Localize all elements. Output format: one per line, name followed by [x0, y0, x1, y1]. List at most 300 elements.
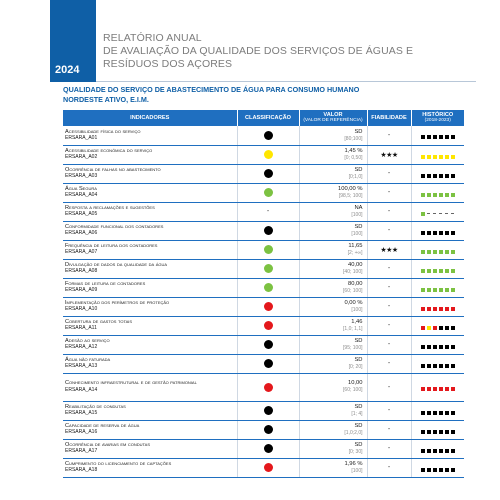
reference-value: [100]: [351, 230, 363, 237]
indicator-code: ERSARA_A05: [65, 211, 98, 218]
history-black-square: [427, 468, 431, 472]
history-black-square: [451, 449, 455, 453]
table-body: [63, 126, 464, 477]
reference-value: [60; 100]: [343, 287, 363, 294]
indicator-cell: [63, 316, 237, 335]
history-black-square: [421, 231, 425, 235]
classification-cell: [237, 202, 299, 221]
reliability-cell: [367, 297, 411, 316]
table-row: [63, 202, 464, 221]
history-cell: [411, 354, 464, 373]
history-black-square: [433, 411, 437, 415]
classification-black-dot-icon: [264, 444, 273, 453]
history-red-square: [433, 326, 437, 330]
history-strip: [421, 250, 455, 254]
indicator-name: Água Segura: [65, 185, 97, 192]
value-cell: [299, 278, 367, 297]
history-black-square: [451, 345, 455, 349]
history-green-square: [451, 269, 455, 273]
history-cell: [411, 164, 464, 183]
history-black-square: [439, 449, 443, 453]
indicator-value: SD: [354, 166, 363, 173]
classification-green-dot-icon: [264, 245, 273, 254]
col-header-valor-sub: (VALOR DE REFERÊNCIA): [303, 118, 363, 123]
history-black-square: [433, 430, 437, 434]
indicator-value: SD: [354, 356, 363, 363]
history-black-square: [433, 174, 437, 178]
history-cell: [411, 458, 464, 477]
history-black-square: [439, 174, 443, 178]
history-black-square: [439, 345, 443, 349]
history-black-square: [451, 326, 455, 330]
reliability-cell: [367, 259, 411, 278]
classification-red-dot-icon: [264, 463, 273, 472]
history-black-square: [451, 364, 455, 368]
history-cell: [411, 439, 464, 458]
indicator-name: Divulgação de dados da qualidade da água: [65, 261, 168, 268]
indicator-value: SD: [354, 403, 363, 410]
history-red-square: [421, 307, 425, 311]
classification-cell: [237, 297, 299, 316]
indicator-code: ERSARA_A08: [65, 268, 98, 275]
col-header-valor-label: VALOR: [323, 112, 343, 118]
reference-value: [100]: [351, 306, 363, 313]
history-green-square: [421, 212, 425, 216]
reliability-cell: [367, 439, 411, 458]
history-green-square: [439, 250, 443, 254]
history-green-square: [445, 250, 449, 254]
history-strip: [421, 326, 455, 330]
reliability-stars-icon: ★★★: [380, 246, 398, 254]
indicator-value: SD: [354, 223, 363, 230]
history-black-square: [439, 411, 443, 415]
indicator-value: SD: [354, 441, 363, 448]
history-strip: [421, 468, 455, 472]
history-black-square: [421, 411, 425, 415]
history-green-square: [439, 193, 443, 197]
indicator-value: SD: [354, 128, 363, 135]
indicator-cell: [63, 259, 237, 278]
value-cell: [299, 297, 367, 316]
history-yellow-square: [427, 155, 431, 159]
history-red-square: [451, 307, 455, 311]
reference-value: [95; 100]: [343, 344, 363, 351]
indicator-cell: [63, 297, 237, 316]
history-green-square: [421, 193, 425, 197]
history-black-square: [451, 430, 455, 434]
history-black-square: [421, 364, 425, 368]
indicator-code: ERSARA_A18: [65, 467, 98, 474]
value-cell: [299, 126, 367, 145]
reference-value: [1; 4]: [351, 410, 363, 417]
history-strip: [421, 364, 455, 368]
reliability-cell: [367, 221, 411, 240]
reliability-dash: -: [387, 303, 391, 310]
table-row: [63, 183, 464, 202]
indicator-code: ERSARA_A01: [65, 135, 98, 141]
history-black-square: [421, 468, 425, 472]
indicator-name: Cumprimento do licenciamento de captações: [65, 460, 172, 467]
history-black-square: [439, 231, 443, 235]
classification-green-dot-icon: [264, 264, 273, 273]
indicator-name: Água não faturada: [65, 356, 111, 363]
reliability-dash: -: [387, 170, 391, 177]
indicator-code: ERSARA_A17: [65, 448, 98, 455]
indicator-name: Formas de leitura de contadores: [65, 280, 146, 287]
col-header-valor: [299, 110, 367, 126]
reliability-dash: -: [387, 426, 391, 433]
table-row: [63, 278, 464, 297]
history-black-square: [439, 430, 443, 434]
reliability-dash: -: [387, 189, 391, 196]
indicator-name: Conformidade funcional dos contadores: [65, 223, 164, 230]
table-row: [63, 259, 464, 278]
indicator-name: Resposta a reclamações e sugestões: [65, 204, 155, 211]
indicator-cell: [63, 221, 237, 240]
indicator-value: 1,45 %: [344, 147, 363, 154]
history-strip: [421, 345, 455, 349]
indicator-name: Frequência de leitura dos contadores: [65, 242, 158, 249]
history-green-square: [451, 288, 455, 292]
reference-value: [1,0;2,0]: [344, 429, 363, 436]
history-black-square: [445, 174, 449, 178]
table-row: [63, 335, 464, 354]
reliability-cell: [367, 202, 411, 221]
indicator-cell: [63, 401, 237, 420]
history-strip: [421, 174, 455, 178]
reference-value: [40; 100]: [343, 268, 363, 275]
history-black-square: [427, 231, 431, 235]
history-green-square: [439, 288, 443, 292]
history-strip: [421, 449, 455, 453]
indicator-value: 10,00: [347, 380, 363, 387]
col-header-historico: [411, 110, 464, 126]
indicator-value: 1,46: [351, 318, 363, 325]
indicator-cell: [63, 439, 237, 458]
history-green-square: [427, 193, 431, 197]
history-black-square: [427, 135, 431, 139]
reliability-cell: [367, 164, 411, 183]
indicator-code: ERSARA_A16: [65, 429, 98, 436]
history-strip: [421, 288, 455, 292]
history-red-square: [439, 387, 443, 391]
history-black-square: [445, 231, 449, 235]
indicator-code: ERSARA_A12: [65, 344, 98, 351]
indicator-cell: [63, 373, 237, 401]
value-cell: [299, 164, 367, 183]
history-green-square: [433, 288, 437, 292]
indicator-code: ERSARA_A14: [65, 386, 98, 393]
indicator-code: ERSARA_A10: [65, 306, 98, 313]
value-cell: [299, 335, 367, 354]
indicator-name: Reabilitação de condutas: [65, 403, 126, 410]
table-row: [63, 354, 464, 373]
classification-red-dot-icon: [264, 383, 273, 392]
value-cell: [299, 183, 367, 202]
history-black-square: [427, 430, 431, 434]
history-strip: [421, 269, 455, 273]
reliability-cell: [367, 373, 411, 401]
reliability-cell: [367, 401, 411, 420]
indicator-value: SD: [354, 422, 363, 429]
history-strip: [421, 231, 455, 235]
reliability-cell: [367, 278, 411, 297]
indicator-cell: [63, 126, 237, 145]
history-green-square: [427, 250, 431, 254]
col-header-historico-sub: (2018-2023): [424, 118, 451, 123]
indicator-value: 1,96 %: [344, 460, 363, 467]
history-black-square: [427, 174, 431, 178]
indicator-value: 80,00: [347, 280, 363, 287]
reference-value: [100]: [351, 211, 363, 218]
history-black-square: [433, 135, 437, 139]
indicator-code: ERSARA_A02: [65, 154, 98, 161]
reference-value: [0; 20]: [348, 363, 363, 370]
history-strip: [421, 387, 455, 391]
reliability-cell: [367, 354, 411, 373]
classification-cell: [237, 316, 299, 335]
table-row: [63, 439, 464, 458]
classification-black-dot-icon: [264, 131, 273, 140]
history-strip: [421, 155, 455, 159]
table-row: [63, 126, 464, 145]
classification-black-dot-icon: [264, 169, 273, 178]
entity-name: NORDESTE ATIVO, E.I.M.: [63, 95, 149, 104]
indicator-cell: [63, 183, 237, 202]
reliability-dash: -: [387, 284, 391, 291]
table-row: [63, 316, 464, 335]
history-yellow-square: [421, 155, 425, 159]
history-cell: [411, 297, 464, 316]
history-black-square: [445, 430, 449, 434]
classification-cell: [237, 420, 299, 439]
history-black-square: [445, 411, 449, 415]
table-row: [63, 297, 464, 316]
history-cell: [411, 240, 464, 259]
history-cell: [411, 278, 464, 297]
history-black-square: [421, 449, 425, 453]
indicator-value: 100,00 %: [338, 185, 363, 192]
classification-black-dot-icon: [264, 406, 273, 415]
history-black-square: [451, 231, 455, 235]
reliability-cell: [367, 183, 411, 202]
table-row: [63, 145, 464, 164]
history-black-square: [451, 174, 455, 178]
history-no-data-mark: [427, 213, 430, 214]
classification-black-dot-icon: [264, 226, 273, 235]
reliability-cell: [367, 240, 411, 259]
history-black-square: [427, 411, 431, 415]
col-header-indicadores: INDICADORES: [63, 110, 237, 126]
history-black-square: [445, 364, 449, 368]
history-black-square: [427, 345, 431, 349]
history-green-square: [433, 250, 437, 254]
reliability-dash: -: [387, 445, 391, 452]
table-header-row: [63, 110, 464, 126]
classification-dash: -: [266, 208, 270, 215]
table-row: [63, 221, 464, 240]
history-yellow-square: [445, 155, 449, 159]
history-red-square: [439, 307, 443, 311]
history-green-square: [439, 269, 443, 273]
table-row: [63, 240, 464, 259]
indicator-name: Conhecimento infraestrutural e de gestão patrimonial: [65, 380, 197, 387]
value-cell: [299, 401, 367, 420]
classification-cell: [237, 401, 299, 420]
classification-yellow-dot-icon: [264, 150, 273, 159]
indicator-code: ERSARA_A03: [65, 173, 98, 180]
history-strip: [421, 135, 455, 139]
history-black-square: [427, 364, 431, 368]
indicator-code: ERSARA_A07: [65, 249, 98, 256]
history-red-square: [433, 387, 437, 391]
history-black-square: [445, 345, 449, 349]
value-cell: [299, 202, 367, 221]
section-title: [63, 85, 403, 105]
history-green-square: [427, 288, 431, 292]
reliability-cell: [367, 335, 411, 354]
history-no-data-mark: [451, 213, 454, 214]
classification-green-dot-icon: [264, 283, 273, 292]
indicator-value: NA: [354, 204, 363, 211]
value-cell: [299, 373, 367, 401]
history-cell: [411, 316, 464, 335]
history-cell: [411, 420, 464, 439]
history-cell: [411, 401, 464, 420]
history-black-square: [433, 468, 437, 472]
history-black-square: [433, 449, 437, 453]
indicator-name: Cobertura de gastos totais: [65, 318, 133, 325]
history-black-square: [433, 231, 437, 235]
history-yellow-square: [451, 155, 455, 159]
history-cell: [411, 145, 464, 164]
reference-value: [0;1,0]: [348, 173, 363, 180]
classification-cell: [237, 278, 299, 297]
indicator-code: ERSARA_A13: [65, 363, 98, 370]
table-row: [63, 401, 464, 420]
reference-value: [0; 30]: [348, 448, 363, 455]
report-title: [103, 32, 423, 71]
indicator-code: ERSARA_A09: [65, 287, 98, 294]
history-cell: [411, 221, 464, 240]
value-cell: [299, 354, 367, 373]
indicator-code: ERSARA_A15: [65, 410, 98, 417]
classification-cell: [237, 259, 299, 278]
value-cell: [299, 316, 367, 335]
reliability-cell: [367, 458, 411, 477]
history-strip: [421, 193, 455, 197]
history-cell: [411, 373, 464, 401]
history-black-square: [439, 468, 443, 472]
history-black-square: [445, 468, 449, 472]
table-row: [63, 458, 464, 477]
reliability-cell: [367, 316, 411, 335]
classification-cell: [237, 458, 299, 477]
reference-value: [2; +∞]: [347, 249, 363, 256]
classification-red-dot-icon: [264, 321, 273, 330]
history-strip: [421, 307, 455, 311]
history-red-square: [433, 307, 437, 311]
history-cell: [411, 183, 464, 202]
reliability-dash: -: [387, 341, 391, 348]
classification-cell: [237, 439, 299, 458]
report-title-line-1: RELATÓRIO ANUAL: [103, 32, 202, 44]
history-black-square: [445, 326, 449, 330]
indicator-value: 40,00: [347, 261, 363, 268]
reference-value: [0; 0,50]: [344, 154, 363, 161]
reference-value: [98,5; 100]: [338, 192, 363, 199]
indicator-value: 11,65: [348, 242, 363, 249]
table-row: [63, 164, 464, 183]
history-black-square: [421, 430, 425, 434]
classification-cell: [237, 221, 299, 240]
history-red-square: [421, 387, 425, 391]
history-yellow-square: [427, 326, 431, 330]
report-title-line-2: DE AVALIAÇÃO DA QUALIDADE DOS SERVIÇOS DE ÁGUAS E: [103, 45, 414, 57]
reliability-dash: -: [387, 131, 391, 139]
table-row: [63, 373, 464, 401]
section-title-line-1: QUALIDADE DO SERVIÇO DE ABASTECIMENTO DE ÁGUA PARA CONSUMO HUMANO: [63, 85, 360, 94]
history-black-square: [433, 345, 437, 349]
classification-cell: [237, 240, 299, 259]
indicator-value: 0,00 %: [344, 299, 363, 306]
reliability-dash: -: [387, 360, 391, 367]
history-black-square: [445, 449, 449, 453]
history-black-square: [439, 326, 443, 330]
reliability-dash: -: [387, 464, 391, 471]
reliability-dash: -: [387, 322, 391, 329]
history-no-data-mark: [433, 213, 436, 214]
history-yellow-square: [433, 155, 437, 159]
indicator-cell: [63, 278, 237, 297]
value-cell: [299, 259, 367, 278]
history-black-square: [439, 364, 443, 368]
indicator-cell: [63, 164, 237, 183]
classification-cell: [237, 164, 299, 183]
classification-cell: [237, 354, 299, 373]
indicator-code: ERSARA_A11: [65, 325, 97, 332]
history-red-square: [421, 326, 425, 330]
history-red-square: [445, 307, 449, 311]
reliability-dash: -: [387, 227, 391, 234]
reference-value: [1,0; 1,1]: [343, 325, 363, 332]
classification-green-dot-icon: [264, 188, 273, 197]
indicator-cell: [63, 354, 237, 373]
history-cell: [411, 335, 464, 354]
classification-cell: [237, 373, 299, 401]
reliability-dash: -: [387, 407, 391, 414]
classification-cell: [237, 126, 299, 145]
indicator-cell: [63, 335, 237, 354]
col-header-historico-label: HISTÓRICO: [422, 112, 454, 118]
report-year: 2024: [55, 64, 80, 76]
indicator-name: Acessibilidade física do serviço: [65, 128, 141, 135]
reliability-dash: -: [387, 208, 391, 215]
indicator-name: Adesão ao serviço: [65, 337, 110, 344]
indicators-table: [63, 110, 464, 478]
reliability-cell: [367, 420, 411, 439]
classification-black-dot-icon: [264, 359, 273, 368]
classification-black-dot-icon: [264, 425, 273, 434]
history-green-square: [451, 250, 455, 254]
classification-cell: [237, 183, 299, 202]
history-cell: [411, 259, 464, 278]
reliability-dash: -: [387, 265, 391, 272]
history-green-square: [433, 269, 437, 273]
history-strip: [421, 212, 455, 216]
indicator-cell: [63, 145, 237, 164]
indicator-name: Ocorrência de avarias em condutas: [65, 441, 151, 448]
